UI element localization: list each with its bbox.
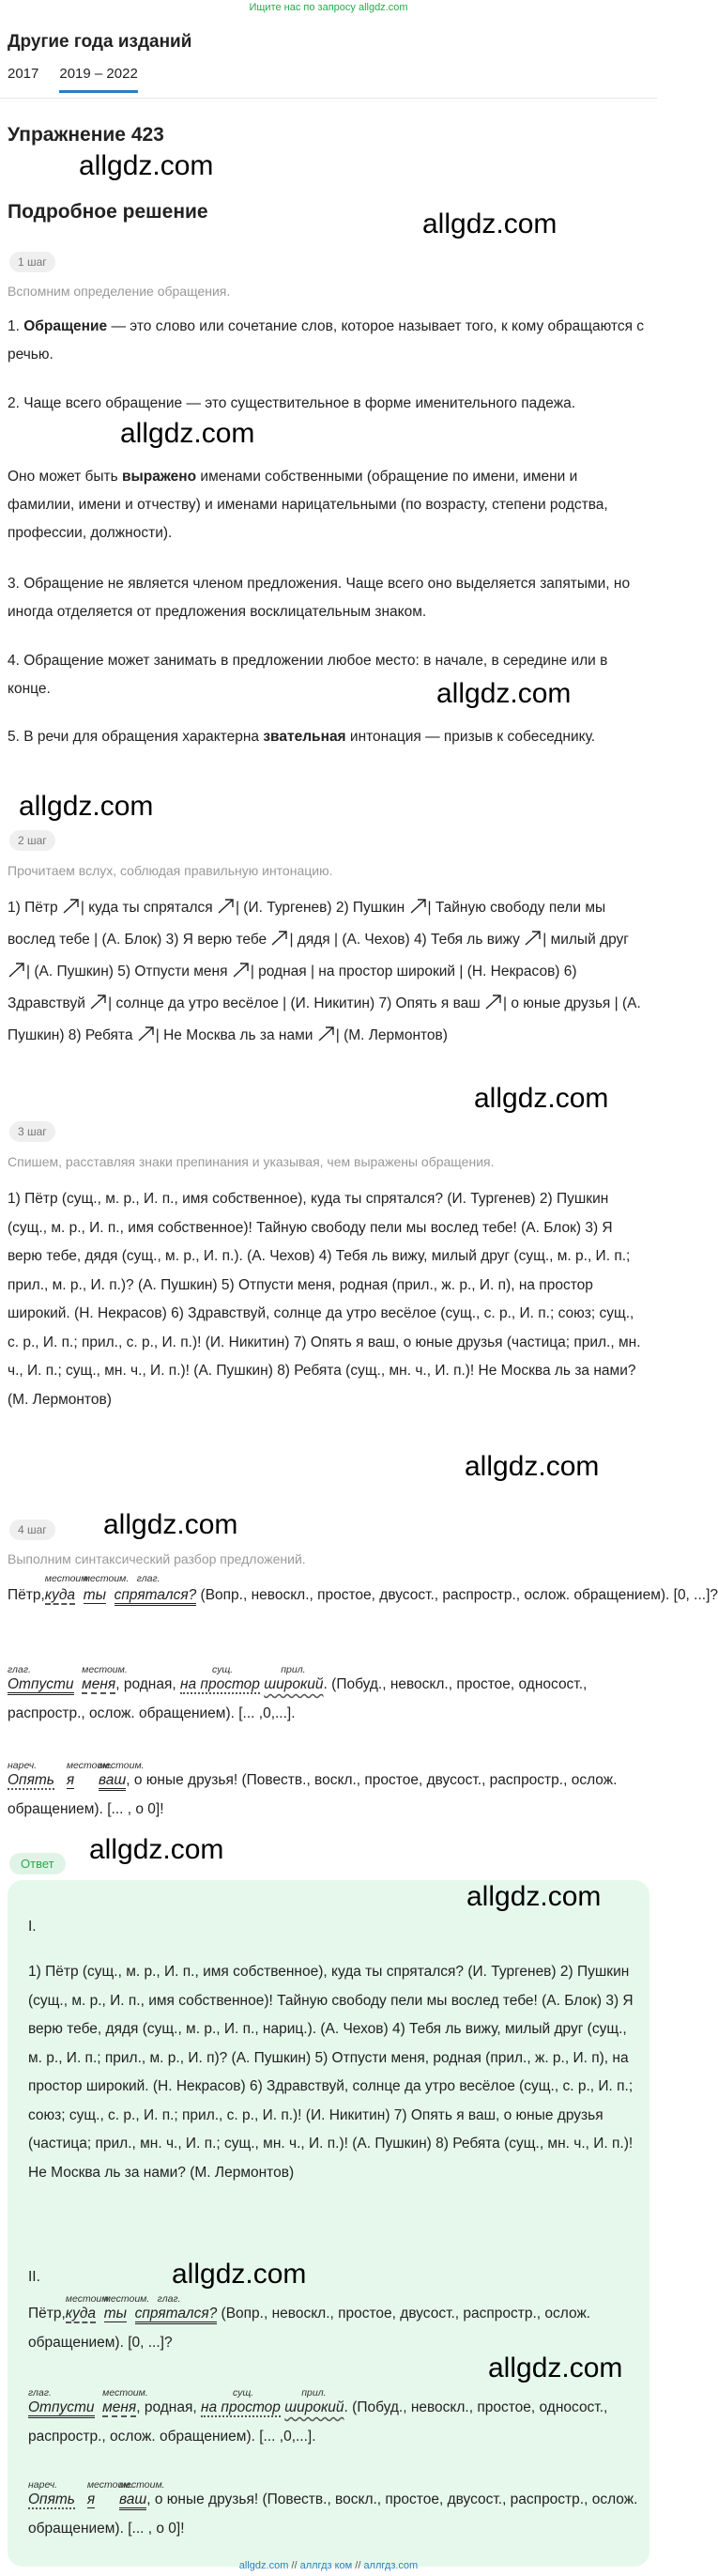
footer-link[interactable]: allgdz.com — [238, 2560, 289, 2571]
watermark: allgdz.com — [465, 1451, 600, 1482]
answer-sentence-2: глаг. Отпусти местоим. меня, родная, сущ. на простор прил. широкий. (Побуд., невоскл., простое, односост., распростр., ослож. обращением). [... ,0,...]. — [28, 2387, 608, 2445]
paragraph: 3. Обращение не является членом предложения. Чаще всего оно выделяется запятыми, но иногда отделяется от предложения восклицательным знаком. — [8, 576, 631, 620]
rising-intonation-icon — [524, 927, 542, 944]
word-predicate: глаг. Отпусти — [8, 1670, 74, 1699]
definition-paragraph: 1. Обращение — это слово или сочетание слов, которое называет того, к кому обращаются с речью. — [8, 318, 645, 362]
top-search-hint[interactable]: Ищите нас по запросу allgdz.com — [249, 2, 408, 13]
step-badge: 1 шаг — [9, 252, 55, 272]
rising-intonation-icon — [317, 1023, 336, 1040]
word-predicate: местоим. ваш — [99, 1766, 126, 1795]
step-description: Спишем, расставляя знаки препинания и указывая, чем выражены обращения. — [8, 1154, 495, 1169]
rising-intonation-icon — [137, 1023, 156, 1040]
intonation-text: 1) Пётр | куда ты спрятался | (И. Тургенев) 2) Пушкин | Тайную свободу пели мы вослед тебе | (А. Блок) 3) Я верю тебе | дядя | (А. Чехов) 4) Тебя ль вижу | милый друг | (А. Пушкин) 5) Отпусти меня | родная | на простор широкий | (Н. Некрасов) 6) Здравствуй | солнце да утро весёлое | (И. Никитин) 7) Опять я ваш | о юные друзья | (А. Пушкин) 8) Ребята | Не Москва ль за нами | (М. Лермонтов) — [8, 892, 646, 1052]
word-attribute: прил. широкий — [284, 2387, 344, 2415]
watermark: allgdz.com — [89, 1834, 224, 1865]
watermark: allgdz.com — [19, 791, 154, 822]
watermark: allgdz.com — [488, 2352, 623, 2383]
step-badge: 2 шаг — [9, 830, 55, 851]
word-adverbial: сущ. на простор — [179, 1664, 260, 1692]
word-predicate: глаг. Отпусти — [28, 2393, 95, 2422]
parse-sentence-2: глаг. Отпусти местоим. меня, родная, сущ. на простор прил. широкий. (Побуд., невоскл., простое, односост., распростр., ослож. обращением). [... ,0,...]. — [8, 1664, 588, 1721]
word-predicate: глаг. спрятался? — [115, 1587, 197, 1604]
watermark: allgdz.com — [120, 418, 255, 449]
paragraph: Оно может быть выражено именами собственными (обращение по имени, имени и фамилии, имени и отчеству) и именами нарицательными (по возрасту, степени родства, профессии, должности). — [8, 469, 608, 541]
annotated-text: 1) Пётр (сущ., м. р., И. п., имя собственное), куда ты спрятался? (И. Тургенев) 2) Пушкин (сущ., м. р., И. п., имя собственное)! Тайную свободу пели мы вослед тебе! (А. Блок) 3) Я верю тебе, дядя (сущ., м. р., И. п.). (А. Чехов) 4) Тебя ль вижу, милый друг (сущ., м. р., И. п.; прил., м. р., И. п.)? (А. Пушкин) 5) Отпусти меня, родная (прил., ж. р., И. п), на простор широкий. (Н. Некрасов) 6) Здравствуй, солнце да утро весёлое (сущ., с. р., И. п.; союз; сущ., с. р., И. п.; прил., с. р., И. п.)! (И. Никитин) 7) Опять я ваш, о юные друзья (частица; прил., мн. ч., И. п.; сущ., мн. ч., И. п.)! (А. Пушкин) 8) Ребята (сущ., мн. ч., И. п.)! Не Москва ль за нами? (М. Лермонтов) — [8, 1191, 641, 1408]
footer-separator: // — [288, 2560, 300, 2571]
word-adverbial: нареч. Опять — [28, 2479, 75, 2507]
parse-sentence-3: нареч. Опять местоим. я местоим. ваш, о юные друзья! (Повеств., воскл., простое, двусост., распростр., ослож. обращением). [... , о 0]! — [8, 1760, 618, 1817]
word-object: местоим. меня — [102, 2387, 148, 2415]
word: Пётр, — [8, 1587, 45, 1603]
watermark: allgdz.com — [436, 678, 572, 709]
answer-text: 1) Пётр (сущ., м. р., И. п., имя собственное), куда ты спрятался? (И. Тургенев) 2) Пушкин (сущ., м. р., И. п., имя собственное)! Тайную свободу пели мы вослед тебе! (А. Блок) 3) Я верю тебе, дядя (сущ., м. р., И. п., нариц.). (А. Чехов) 4) Тебя ль вижу, милый друг (сущ., м. р., И. п.; прил., м. р., И. п)? (А. Пушкин) 5) Отпусти меня, родная (прил., ж. р., И. п), на простор широкий. (Н. Некрасов) 6) Здравствуй, солнце да утро весёлое (сущ., с. р., И. п.; союз; сущ., с. р., И. п.; прил., с. р., И. п.)! (И. Никитин) 7) Опять я ваш, о юные друзья (частица; прил., мн. ч., И. п.; сущ., мн. ч., И. п.)! (А. Пушкин) 8) Ребята (сущ., мн. ч., И. п.)! Не Москва ль за нами? (М. Лермонтов) — [28, 1964, 634, 2181]
footer-links — [0, 2560, 657, 2571]
rising-intonation-icon — [232, 959, 251, 976]
watermark: allgdz.com — [79, 150, 214, 181]
word: Пётр, — [28, 2306, 66, 2321]
rising-intonation-icon — [270, 927, 289, 944]
answer-sentence-1: Пётр, местоим. куда местоим. ты глаг. спрятался? (Вопр., невоскл., простое, двусост., распростр., ослож. обращением). [0, ...]? — [28, 2293, 591, 2351]
other-years-title: Другие года изданий — [8, 32, 192, 52]
watermark: allgdz.com — [422, 208, 558, 239]
word-subject: местоим. ты — [83, 1573, 130, 1603]
watermark: allgdz.com — [474, 1083, 609, 1114]
step-description: Вспомним определение обращения. — [8, 284, 231, 299]
footer-link[interactable]: аллгдз.com — [363, 2560, 419, 2571]
word-kuda: местоим. куда — [44, 1573, 91, 1603]
word-adverbial: нареч. Опять — [8, 1760, 54, 1788]
rising-intonation-icon — [409, 895, 428, 912]
rising-intonation-icon — [484, 991, 503, 1008]
rising-intonation-icon — [8, 959, 26, 976]
answer-roman-2: II. — [28, 2269, 40, 2285]
years-tabs — [8, 66, 138, 93]
footer-link[interactable]: аллгдз ком — [299, 2560, 353, 2571]
step-description: Прочитаем вслух, соблюдая правильную интонацию. — [8, 863, 333, 878]
paragraph: 4. Обращение может занимать в предложении любое место: в начале, в середине или в конце. — [8, 653, 608, 697]
word-subject: местоим. я — [66, 1760, 113, 1788]
step-badge: 3 шаг — [9, 1121, 55, 1142]
answer-sentence-3: нареч. Опять местоим. я местоим. ваш, о юные друзья! (Повеств., воскл., простое, двусост., распростр., ослож. обращением). [... , о 0]! — [28, 2479, 638, 2537]
answer-roman-1: I. — [28, 1919, 37, 1935]
answer-badge: Ответ — [9, 1853, 66, 1874]
tab-2019-2022[interactable]: 2019 – 2022 — [59, 66, 137, 93]
exercise-title: Упражнение 423 — [8, 124, 164, 146]
rising-intonation-icon — [217, 895, 236, 912]
word-subject: местоим. ты — [103, 2293, 150, 2321]
watermark: allgdz.com — [172, 2259, 307, 2290]
rising-intonation-icon — [89, 991, 108, 1008]
step-description: Выполним синтаксический разбор предложений. — [8, 1551, 306, 1566]
word-predicate: местоим. ваш — [119, 2485, 146, 2514]
tab-2017[interactable]: 2017 — [8, 66, 39, 82]
watermark: allgdz.com — [103, 1509, 238, 1540]
paragraph: 5. В речи для обращения характерна звательная интонация — призыв к собеседнику. — [8, 729, 596, 745]
tabs-divider — [0, 98, 657, 99]
footer-separator: // — [352, 2560, 364, 2571]
word-kuda: местоим. куда — [65, 2293, 112, 2321]
word-object: местоим. меня — [82, 1664, 128, 1692]
rising-intonation-icon — [62, 895, 81, 912]
word-attribute: прил. широкий — [264, 1664, 324, 1692]
watermark: allgdz.com — [466, 1881, 602, 1912]
word-subject: местоим. я — [86, 2479, 133, 2507]
paragraph: 2. Чаще всего обращение — это существительное в форме именительного падежа. — [8, 395, 576, 411]
word-adverbial: сущ. на простор — [200, 2387, 281, 2415]
step-badge: 4 шаг — [9, 1519, 55, 1540]
word-predicate: глаг. спрятался? — [135, 2299, 218, 2328]
solution-title: Подробное решение — [8, 201, 208, 223]
parse-sentence-1: Пётр, местоим. куда местоим. ты глаг. спрятался? (Вопр., невоскл., простое, двусост., распростр., ослож. обращением). [0, ...]? — [8, 1587, 646, 1636]
